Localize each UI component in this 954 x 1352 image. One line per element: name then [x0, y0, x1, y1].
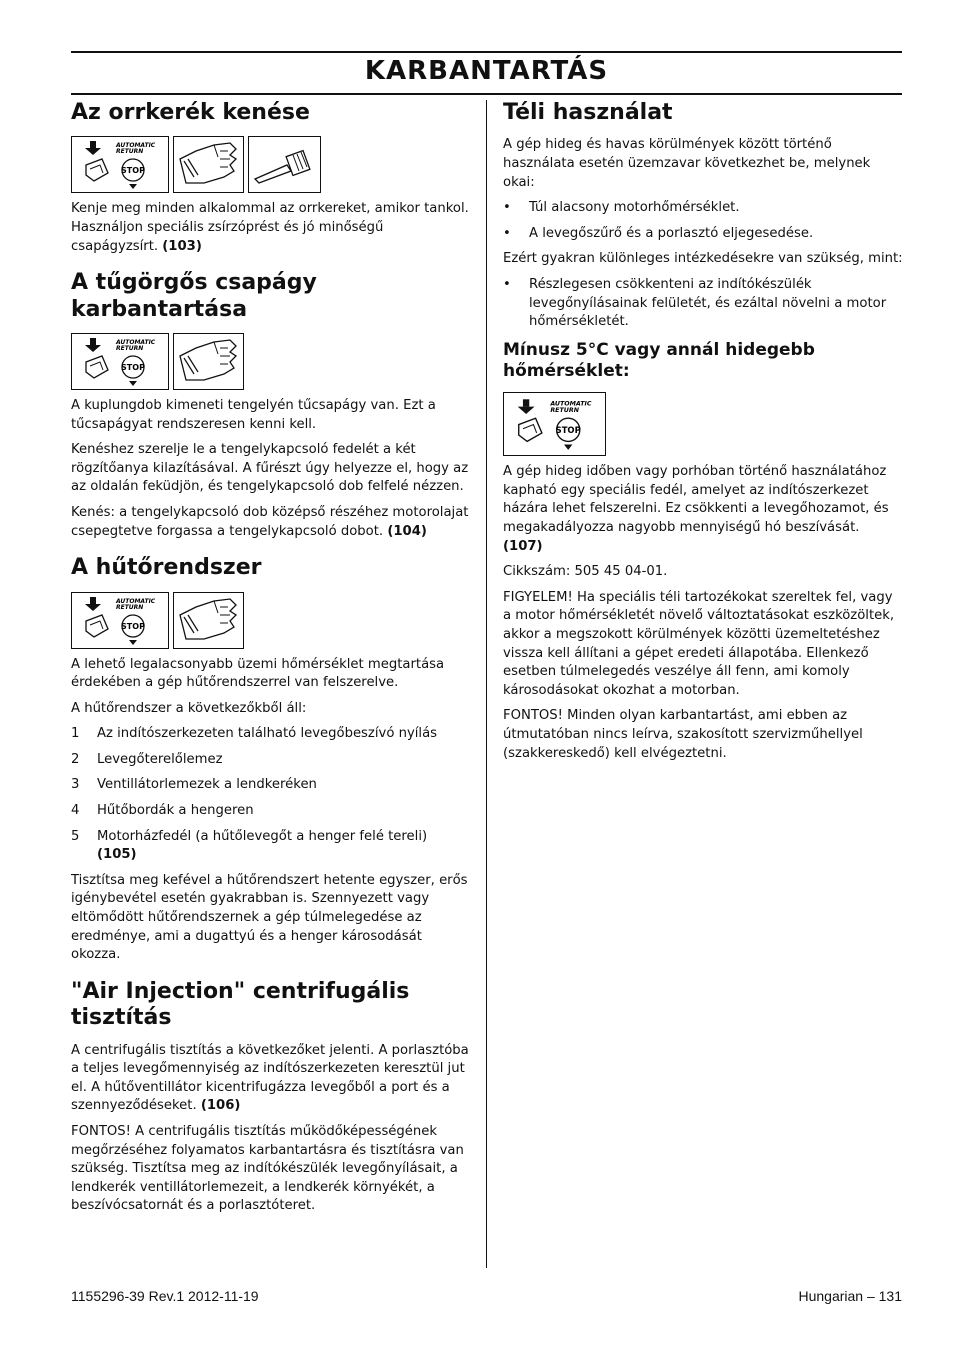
list-item — [71, 828, 469, 865]
paragraph — [71, 1042, 469, 1116]
paragraph: A hűtőrendszer a következőkből áll: — [71, 700, 307, 716]
left-column — [71, 100, 469, 1223]
glove-icon — [173, 333, 244, 390]
paragraph-text: A centrifugális tisztítás a következőket jelenti. A porlasztóba a teljes levegőmennyiség az indítószerkezeten keresztül jut el. A hűtőventillátor kicentrifugázza levegőből a port és a szennyeződéseket. — [71, 1042, 469, 1114]
automatic-return-stop-icon — [503, 392, 606, 456]
bullet: • — [503, 225, 511, 241]
section-heading-cooling-system: A hűtőrendszer — [71, 555, 262, 581]
list-number: 5 — [71, 828, 80, 844]
stop-label: STOP — [121, 166, 145, 176]
automatic-label: AUTOMATIC — [116, 597, 156, 605]
list-item-text: Az indítószerkezeten található levegőbeszívó nyílás — [97, 726, 438, 742]
paragraph: Kenéshez szerelje le a tengelykapcsoló fedelét a két rögzítőanya kilazításával. A fűrészt úgy helyezze el, hogy az az oldalán feküdjön, és tengelykapcsoló dob felfelé nézzen. — [71, 442, 469, 495]
list-item-text: Hűtőbordák a hengeren — [97, 803, 254, 819]
list-item — [503, 276, 903, 332]
glove-icon — [173, 136, 244, 193]
header-bottom-rule — [71, 93, 902, 95]
list-number: 4 — [71, 803, 80, 819]
paragraph: FONTOS! A centrifugális tisztítás működőképességének megőrzéséhez folyamatos karbantartásra és tisztításra van szükség. Tisztítsa meg az indítókészülék levegőnyílásait, a lendkerék ventillátorlemezeit, a lendkerék környékét, a beszívócsatornát és a porlasztóteret. — [71, 1123, 464, 1214]
column-divider — [486, 100, 487, 1268]
paragraph-text: Kenje meg minden alkalommal az orrkereket, amikor tankol. Használjon speciális zsírzóprést és jó minőségű csapágyzsírt. — [71, 201, 469, 254]
automatic-label: AUTOMATIC — [116, 142, 156, 150]
page-title: KARBANTARTÁS — [364, 56, 609, 86]
automatic-label: AUTOMATIC — [116, 338, 156, 346]
section-heading-winter-use: Téli használat — [503, 100, 673, 125]
section-heading-minus-5c: Mínusz 5°C vagy annál hidegebb hőmérséklet: — [503, 339, 815, 381]
icon-row — [71, 136, 469, 193]
paragraph-text: A gép hideg időben vagy porhóban történő használatához kapható egy speciális fedél, amelyet az indítószerkezet házára lehet felszerelni. Ez csökkenti a levegőhozamot, és megakadályozza nagyobb mennyiségű hó beszívását. — [503, 464, 889, 536]
figure-reference: (104) — [387, 523, 427, 539]
part-number: Cikkszám: 505 45 04-01. — [503, 564, 668, 580]
list-number: 1 — [71, 726, 80, 742]
list-item — [503, 225, 903, 244]
section-heading-air-injection: "Air Injection" centrifugális tisztítás — [71, 978, 410, 1031]
list-item — [71, 802, 469, 821]
figure-reference: (107) — [503, 538, 543, 554]
section-heading-nose-sprocket: Az orrkerék kenése — [71, 100, 310, 125]
return-label: RETURN — [550, 407, 580, 415]
header-top-rule — [71, 51, 902, 53]
important-paragraph: FONTOS! Minden olyan karbantartást, ami ebben az útmutatóban nincs leírva, szakosított szervizműhellyel (szakkereskedő) kell elvégeztetni. — [503, 708, 863, 761]
bullet-list — [503, 276, 903, 332]
cooling-parts-list — [71, 725, 469, 865]
document-revision: 1155296-39 Rev.1 2012-11-19 — [71, 1288, 259, 1304]
list-item — [71, 776, 469, 795]
glove-icon — [173, 592, 244, 649]
section-heading-needle-bearing: A tűgörgős csapágy karbantartása — [71, 270, 317, 322]
list-item — [71, 725, 469, 744]
return-label: RETURN — [116, 603, 144, 611]
figure-reference: (106) — [200, 1098, 241, 1114]
automatic-label: AUTOMATIC — [550, 400, 592, 408]
return-label: RETURN — [116, 344, 144, 352]
figure-reference: (103) — [162, 238, 202, 254]
icon-row — [71, 592, 469, 649]
paragraph — [503, 463, 903, 556]
paragraph: Tisztítsa meg kefével a hűtőrendszert hetente egyszer, erős igénybevétel esetén gyakrabban is. Szennyezett vagy eltömődött hűtőrendszernek a gép túlmelegedése az eredménye, ami a dugattyú és a henger károsodását okozza. — [71, 872, 468, 963]
warning-paragraph: FIGYELEM! Ha speciális téli tartozékokat szereltek fel, vagy a motor hőmérsékletét növelő változtatásokat eszközöltek, akkor a megszokott körülmények közötti üzemeltetéshez vissza kell állítani a gépet eredeti állapotába. Ellenkező esetben túlmelegedés veszélye áll fenn, ami komoly károsodásokat okozhat a motorban. — [503, 589, 895, 698]
list-number: 2 — [71, 751, 80, 767]
automatic-return-stop-icon — [71, 592, 169, 649]
paragraph: A gép hideg és havas körülmények között történő használata esetén üzemzavar következhet be, melynek okai: — [503, 137, 871, 190]
list-item — [71, 751, 469, 770]
list-item-text: Ventillátorlemezek a lendkeréken — [97, 777, 317, 793]
stop-label: STOP — [555, 425, 581, 436]
paragraph — [71, 504, 469, 541]
brush-icon — [248, 136, 321, 193]
figure-reference: (105) — [97, 847, 137, 863]
list-number: 3 — [71, 777, 80, 793]
bullet-list — [503, 199, 903, 243]
list-item-text: Motorházfedél (a hűtőlevegőt a henger felé tereli) — [97, 828, 428, 844]
bullet: • — [503, 276, 511, 292]
return-label: RETURN — [116, 148, 144, 156]
automatic-return-stop-icon — [71, 333, 169, 390]
list-item — [503, 199, 903, 218]
paragraph-text: Kenés: a tengelykapcsoló dob középső részéhez motorolajat csepegtetve forgassa a tengelykapcsoló dobot. — [71, 504, 469, 539]
list-item-text: Levegőterelőlemez — [97, 751, 223, 767]
stop-label: STOP — [121, 362, 145, 372]
paragraph: Ezért gyakran különleges intézkedésekre van szükség, mint: — [503, 251, 903, 267]
right-column — [503, 100, 903, 770]
paragraph — [71, 200, 469, 256]
stop-label: STOP — [121, 621, 145, 631]
list-item-text: A levegőszűrő és a porlasztó eljegesedése. — [529, 225, 814, 241]
automatic-return-stop-icon — [71, 136, 169, 193]
paragraph: A lehető legalacsonyabb üzemi hőmérséklet megtartása érdekében a gép hűtőrendszerrel van felszerelve. — [71, 656, 445, 691]
icon-row — [71, 333, 469, 390]
page-number: Hungarian – 131 — [798, 1288, 902, 1304]
icon-row — [503, 392, 903, 456]
paragraph: A kuplungdob kimeneti tengelyén tűcsapágy van. Ezt a tűcsapágyat rendszeresen kenni kell. — [71, 397, 436, 432]
list-item-text: Túl alacsony motorhőmérséklet. — [529, 200, 740, 216]
list-item-text: Részlegesen csökkenteni az indítókészülék levegőnyílásainak felületét, és ezáltal növelni a motor hőmérsékletét. — [529, 276, 887, 330]
bullet: • — [503, 200, 511, 216]
